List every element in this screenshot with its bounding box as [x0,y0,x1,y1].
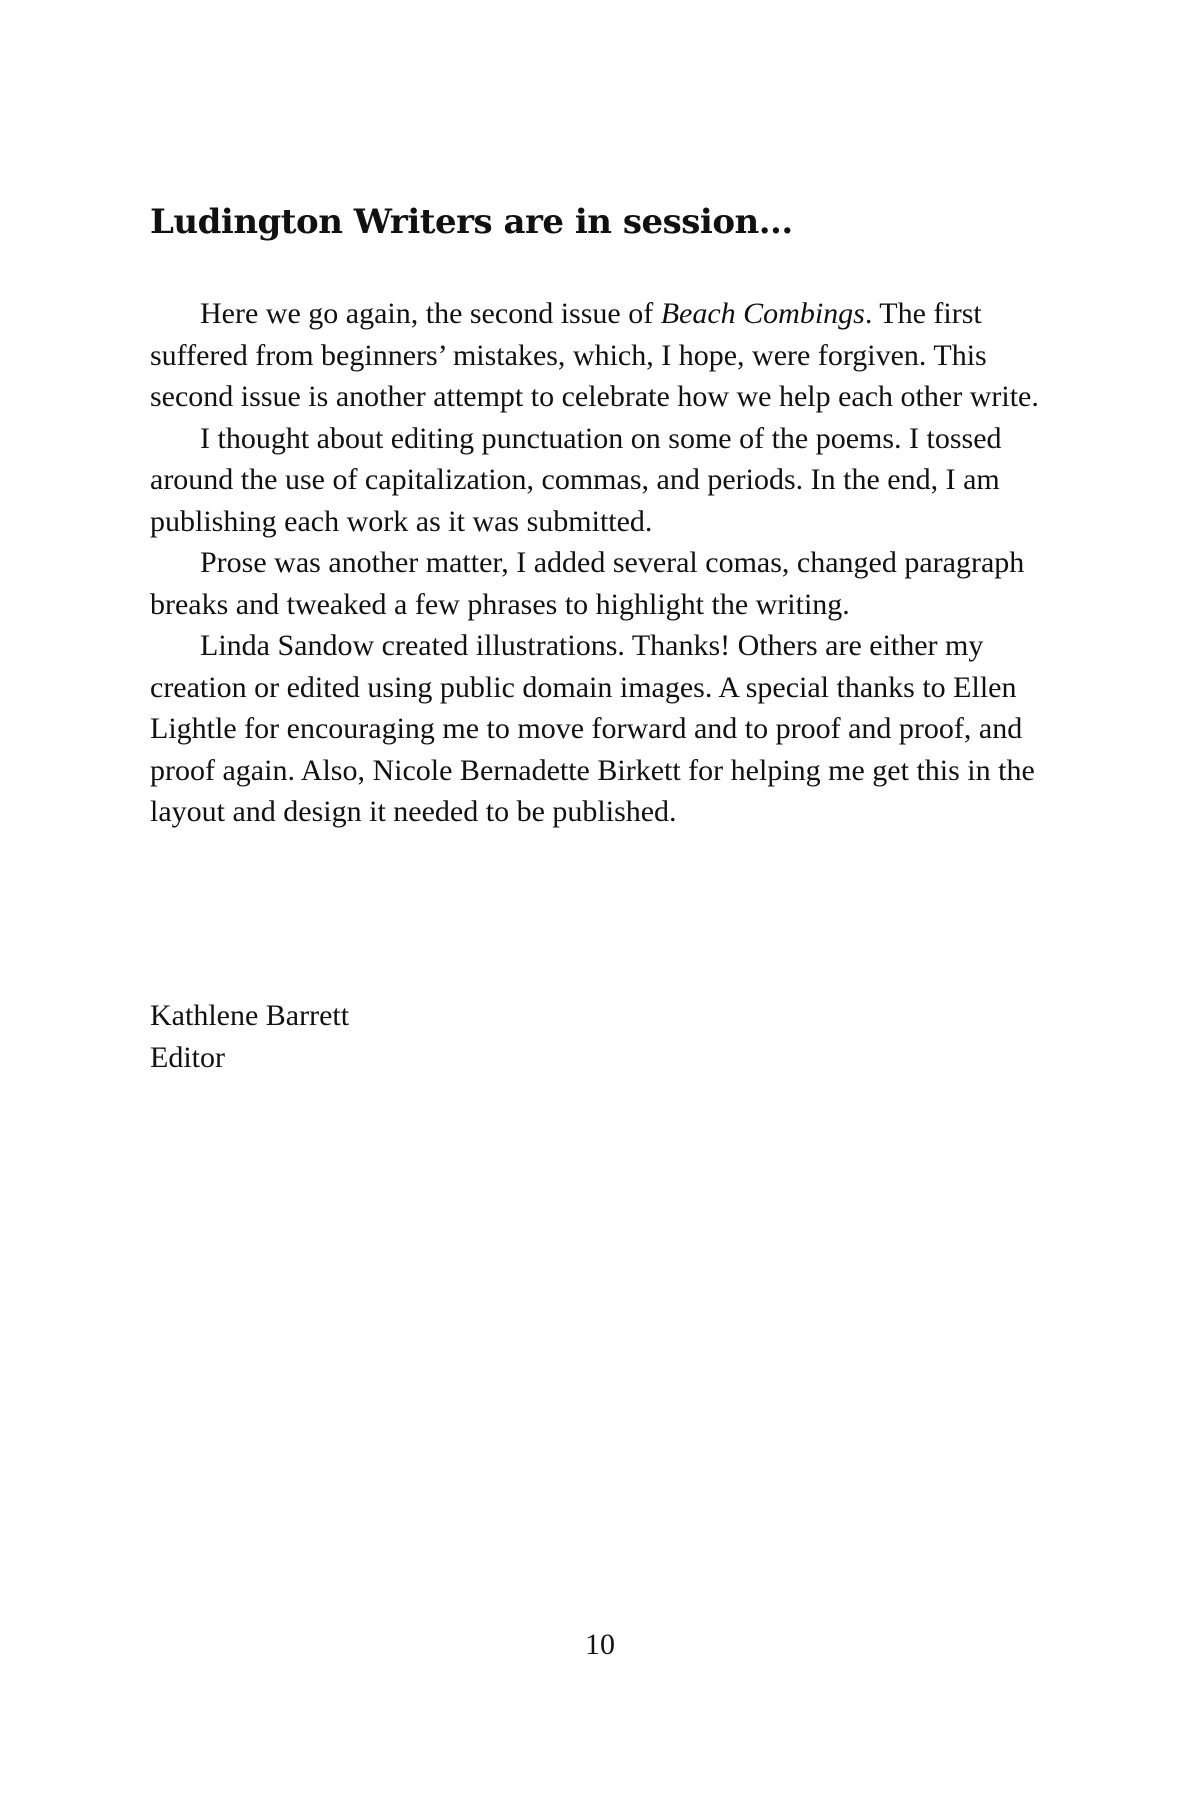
paragraph-1 [150,293,1050,418]
page-number: 10 [585,1628,615,1661]
editor-role: Editor [150,1040,225,1074]
paragraph-1-start: Here we go again, the second issue of [200,297,661,330]
paragraph-3: Prose was another matter, I added several comas, changed paragraph breaks and tweaked a few phrases to highlight the writing. [150,546,1025,621]
editor-name: Kathlene Barrett [150,999,350,1032]
publication-title: Beach Combings [660,297,865,330]
paragraph-2: I thought about editing punctuation on some of the poems. I tossed around the use of capitalization, commas, and periods. In the end, I am publishing each work as it was submitted. [150,421,1002,538]
paragraph-4: Linda Sandow created illustrations. Thanks! Others are either my creation or edited using public domain images. A special thanks to Ellen Lightle for encouraging me to move forward and to proof and proof, and proof again. Also, Nicole Bernadette Birkett for helping me get this in the layout and design it needed to be published. [150,629,1035,828]
body-text [150,293,1050,833]
paragraph-1-end: . The first suffered from beginners’ mistakes, which, I hope, were forgiven. This second issue is another attempt to celebrate how we help each other write. [150,297,1039,413]
page-title: Ludington Writers are in session... [150,202,793,242]
signature-block [150,995,349,1078]
